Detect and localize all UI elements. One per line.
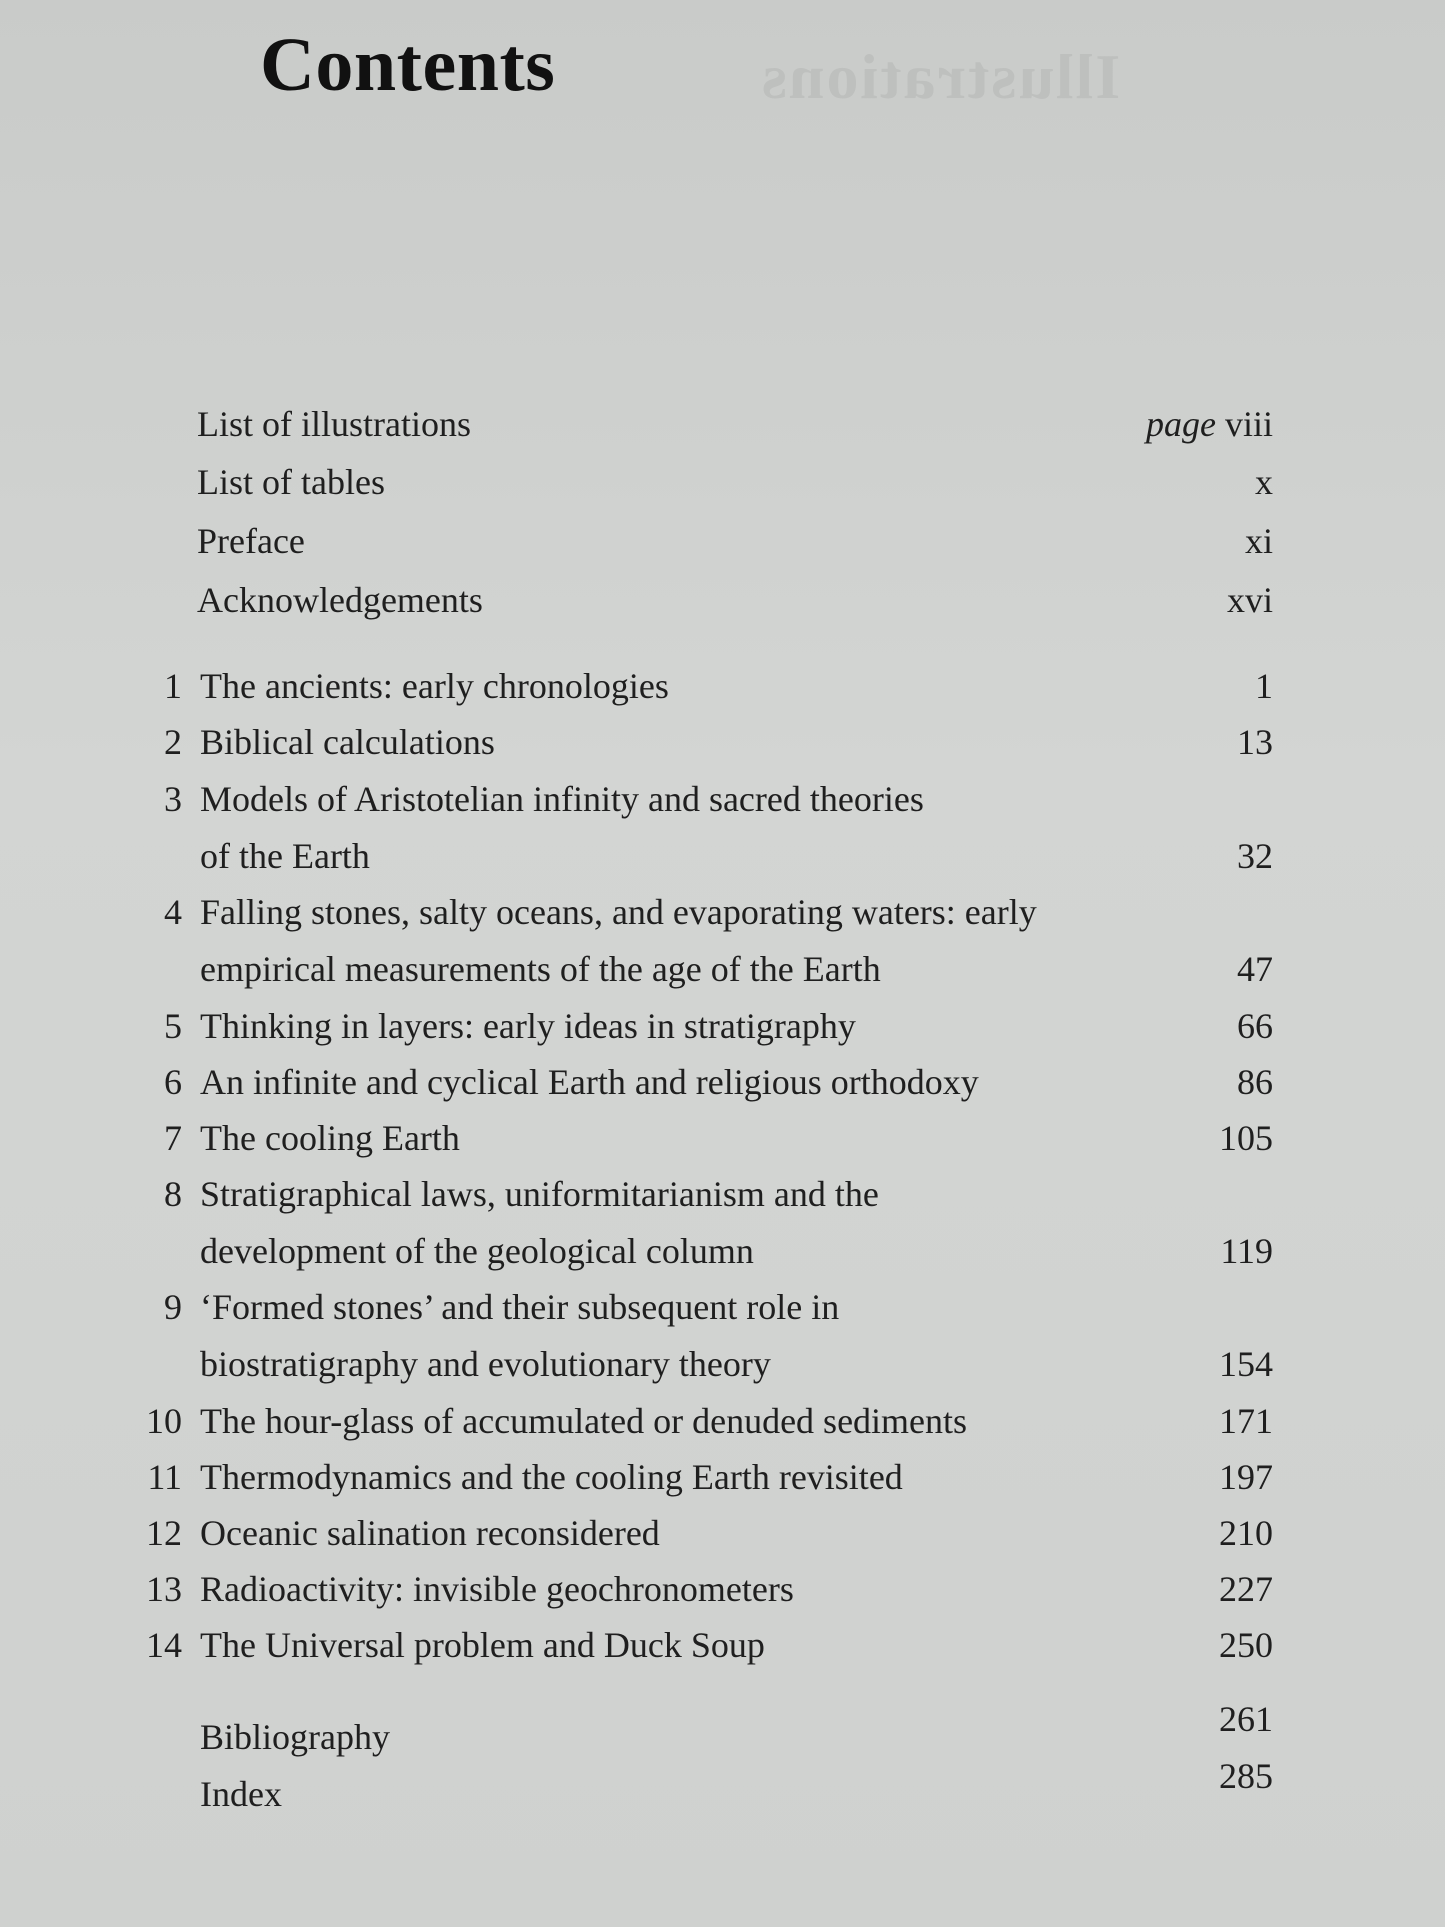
toc-entry-page: 171 [1219,1401,1273,1441]
toc-entry-label: Stratigraphical laws, uniformitarianism and the development of the geological column [200,1174,879,1271]
toc-entry-label: Radioactivity: invisible geochronometers [200,1569,794,1609]
toc-entry-label: Oceanic salination reconsidered [200,1513,660,1553]
chapter-number: 4 [164,892,182,932]
chapter-number: 11 [147,1457,182,1497]
chapter-number: 8 [164,1174,182,1214]
toc-entry-label: Falling stones, salty oceans, and evaporating waters: early empirical measurements of the age of the Earth [200,892,1037,989]
chapter-number: 12 [146,1513,182,1553]
toc-entry-page: 197 [1219,1457,1273,1497]
toc-entry-label: Thinking in layers: early ideas in stratigraphy [200,1006,856,1046]
toc-entry-page: 227 [1219,1569,1273,1609]
toc-entry-label: The Universal problem and Duck Soup [200,1625,765,1665]
toc-entry-label: Thermodynamics and the cooling Earth revisited [200,1457,903,1497]
toc-entry-page: 210 [1219,1513,1273,1553]
toc-entry-page: 285 [1219,1756,1273,1796]
page-title: Contents [260,23,556,107]
toc-entry-label: List of illustrations [197,404,471,444]
toc-entry-page: 261 [1219,1699,1273,1739]
chapter-number: 13 [146,1569,182,1609]
toc-entry-page: 250 [1219,1625,1273,1665]
toc-entry-page: page viii [1146,404,1273,444]
toc-entry-label: Biblical calculations [200,722,495,762]
toc-entry-page: 105 [1219,1118,1273,1158]
toc-entry-page: xi [1244,521,1273,561]
chapter-number: 5 [164,1006,182,1046]
toc-entry-page: xvi [1226,580,1273,620]
chapter-number: 1 [164,666,182,706]
toc-entry-label: Index [200,1774,282,1814]
toc-entry-label: Preface [197,521,305,561]
toc-entry-label: Bibliography [200,1717,390,1757]
toc-entry-label: ‘Formed stones’ and their subsequent role in biostratigraphy and evolutionary theory [200,1287,840,1384]
toc-entry-page: 32 [1237,836,1273,876]
toc-entry-page: 1 [1255,666,1273,706]
toc-entry-label: The hour-glass of accumulated or denuded sediments [200,1401,968,1441]
chapter-number: 2 [164,722,182,762]
chapter-number: 3 [164,779,182,819]
toc-entry-page: 154 [1219,1344,1273,1384]
toc-entry-label: An infinite and cyclical Earth and religious orthodoxy [200,1062,979,1102]
toc-entry-label: Acknowledgements [197,580,483,620]
toc-entry-page: 66 [1237,1006,1273,1046]
toc-entry-page: 86 [1237,1062,1273,1102]
chapter-number: 14 [146,1625,182,1665]
toc-entry-page: x [1255,462,1273,502]
chapter-number: 7 [164,1118,182,1158]
toc-entry-label: List of tables [197,462,385,502]
toc-entry-label: The cooling Earth [200,1118,460,1158]
toc-entry-label: Models of Aristotelian infinity and sacred theories of the Earth [200,779,924,876]
chapter-number: 10 [146,1401,182,1441]
toc-entry-page: 119 [1220,1231,1273,1271]
toc-entry-label: The ancients: early chronologies [200,666,669,706]
toc-entry-page: 13 [1237,722,1273,762]
chapter-number: 6 [164,1062,182,1102]
chapter-number: 9 [164,1287,182,1327]
toc-entry-page: 47 [1237,949,1273,989]
bleed-through-text: Illustrations [760,41,1121,112]
